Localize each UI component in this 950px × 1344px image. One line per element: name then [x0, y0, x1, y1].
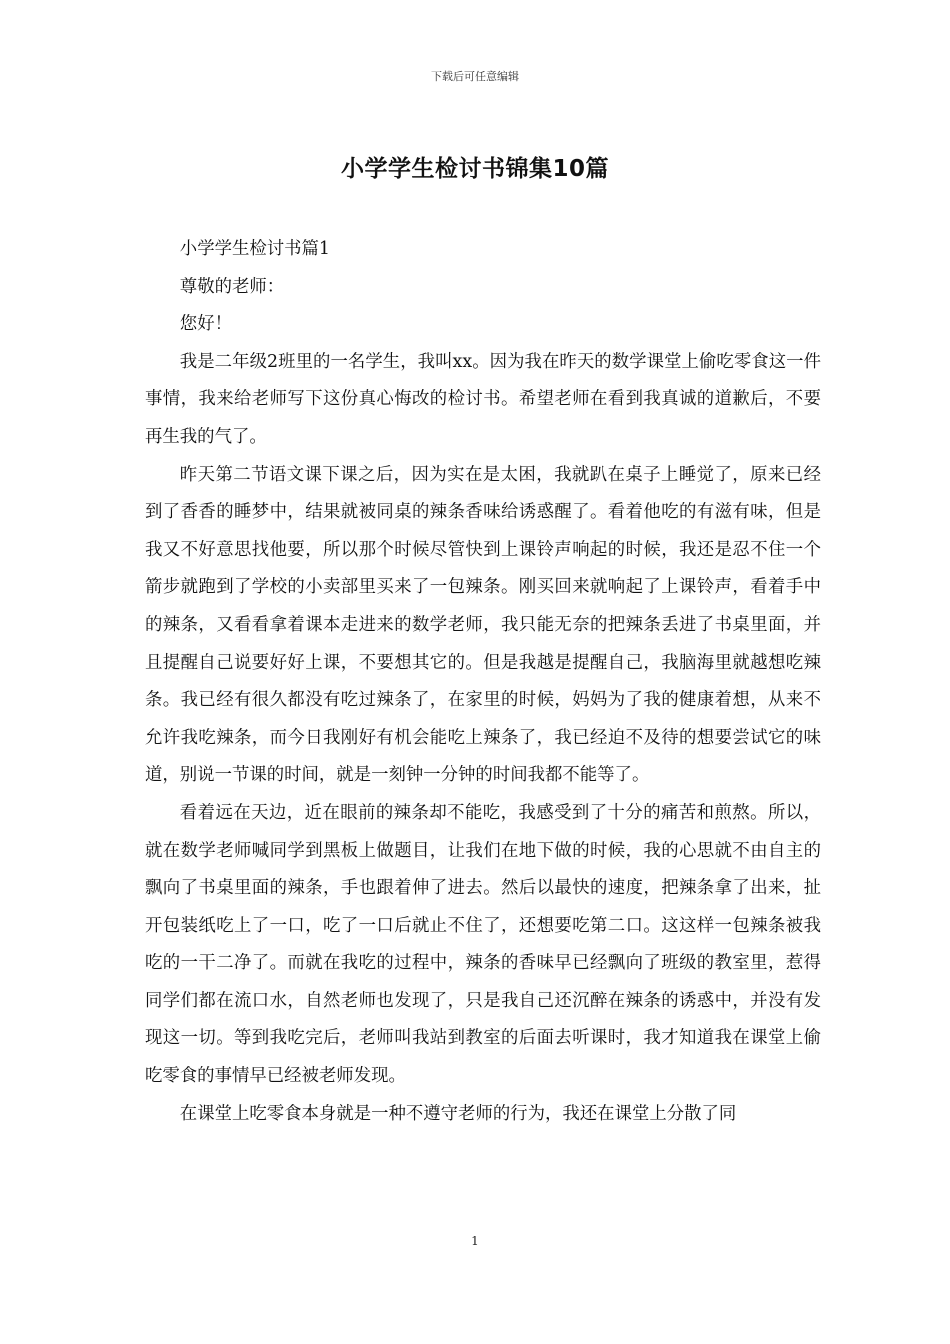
page-number: 1	[471, 1234, 479, 1248]
document-title: 小学学生检讨书锦集10篇	[340, 156, 609, 182]
greeting: 您好！	[179, 314, 232, 335]
body-paragraph: 看着远在天边，近在眼前的辣条却不能吃，我感受到了十分的痛苦和煎熬。所以，就在数学老师喊同学到黑板上做题目，让我们在地下做的时候，我的心思就不由自主的飘向了书桌里面的辣条，手也跟着伸了进去。然后以最快的速度，把辣条拿了出来，扯开包装纸吃上了一口，吃了一口后就止不住了，还想要吃第二口。这这样一包辣条被我吃的一干二净了。而就在我吃的过程中，辣条的香味早已经飘向了班级的教室里，惹得同学们都在流口水，自然老师也发现了，只是我自己还沉醉在辣条的诱惑中，并没有发现这一切。等到我吃完后，老师叫我站到教室的后面去听课时，我才知道我在课堂上偷吃零食的事情早已经被老师发现。	[145, 802, 821, 1087]
body-paragraph: 昨天第二节语文课下课之后，因为实在是太困，我就趴在桌子上睡觉了，原来已经到了香香的睡梦中，结果就被同桌的辣条香味给诱惑醒了。看着他吃的有滋有味，但是我又不好意思找他要，所以那个时候尽管快到上课铃声响起的时候，我还是忍不住一个箭步就跑到了学校的小卖部里买来了一包辣条。刚买回来就响起了上课铃声，看着手中的辣条，又看看拿着课本走进来的数学老师，我只能无奈的把辣条丢进了书桌里面，并且提醒自己说要好好上课，不要想其它的。但是我越是提醒自己，我脑海里就越想吃辣条。我已经有很久都没有吃过辣条了，在家里的时候，妈妈为了我的健康着想，从来不允许我吃辣条，而今日我刚好有机会能吃上辣条了，我已经迫不及待的想要尝试它的味道，别说一节课的时间，就是一刻钟一分钟的时间我都不能等了。	[145, 464, 821, 786]
header-note: 下载后可任意编辑	[431, 70, 519, 83]
section-heading: 小学学生检讨书篇1	[179, 239, 330, 259]
salutation: 尊敬的老师：	[179, 276, 285, 297]
document-body	[145, 231, 821, 1133]
body-paragraph: 在课堂上吃零食本身就是一种不遵守老师的行为，我还在课堂上分散了同	[179, 1103, 737, 1124]
body-paragraph: 我是二年级2班里的一名学生，我叫xx。因为我在昨天的数学课堂上偷吃零食这一件事情，我来给老师写下这份真心悔改的检讨书。希望老师在看到我真诚的道歉后，不要再生我的气了。	[145, 351, 821, 447]
